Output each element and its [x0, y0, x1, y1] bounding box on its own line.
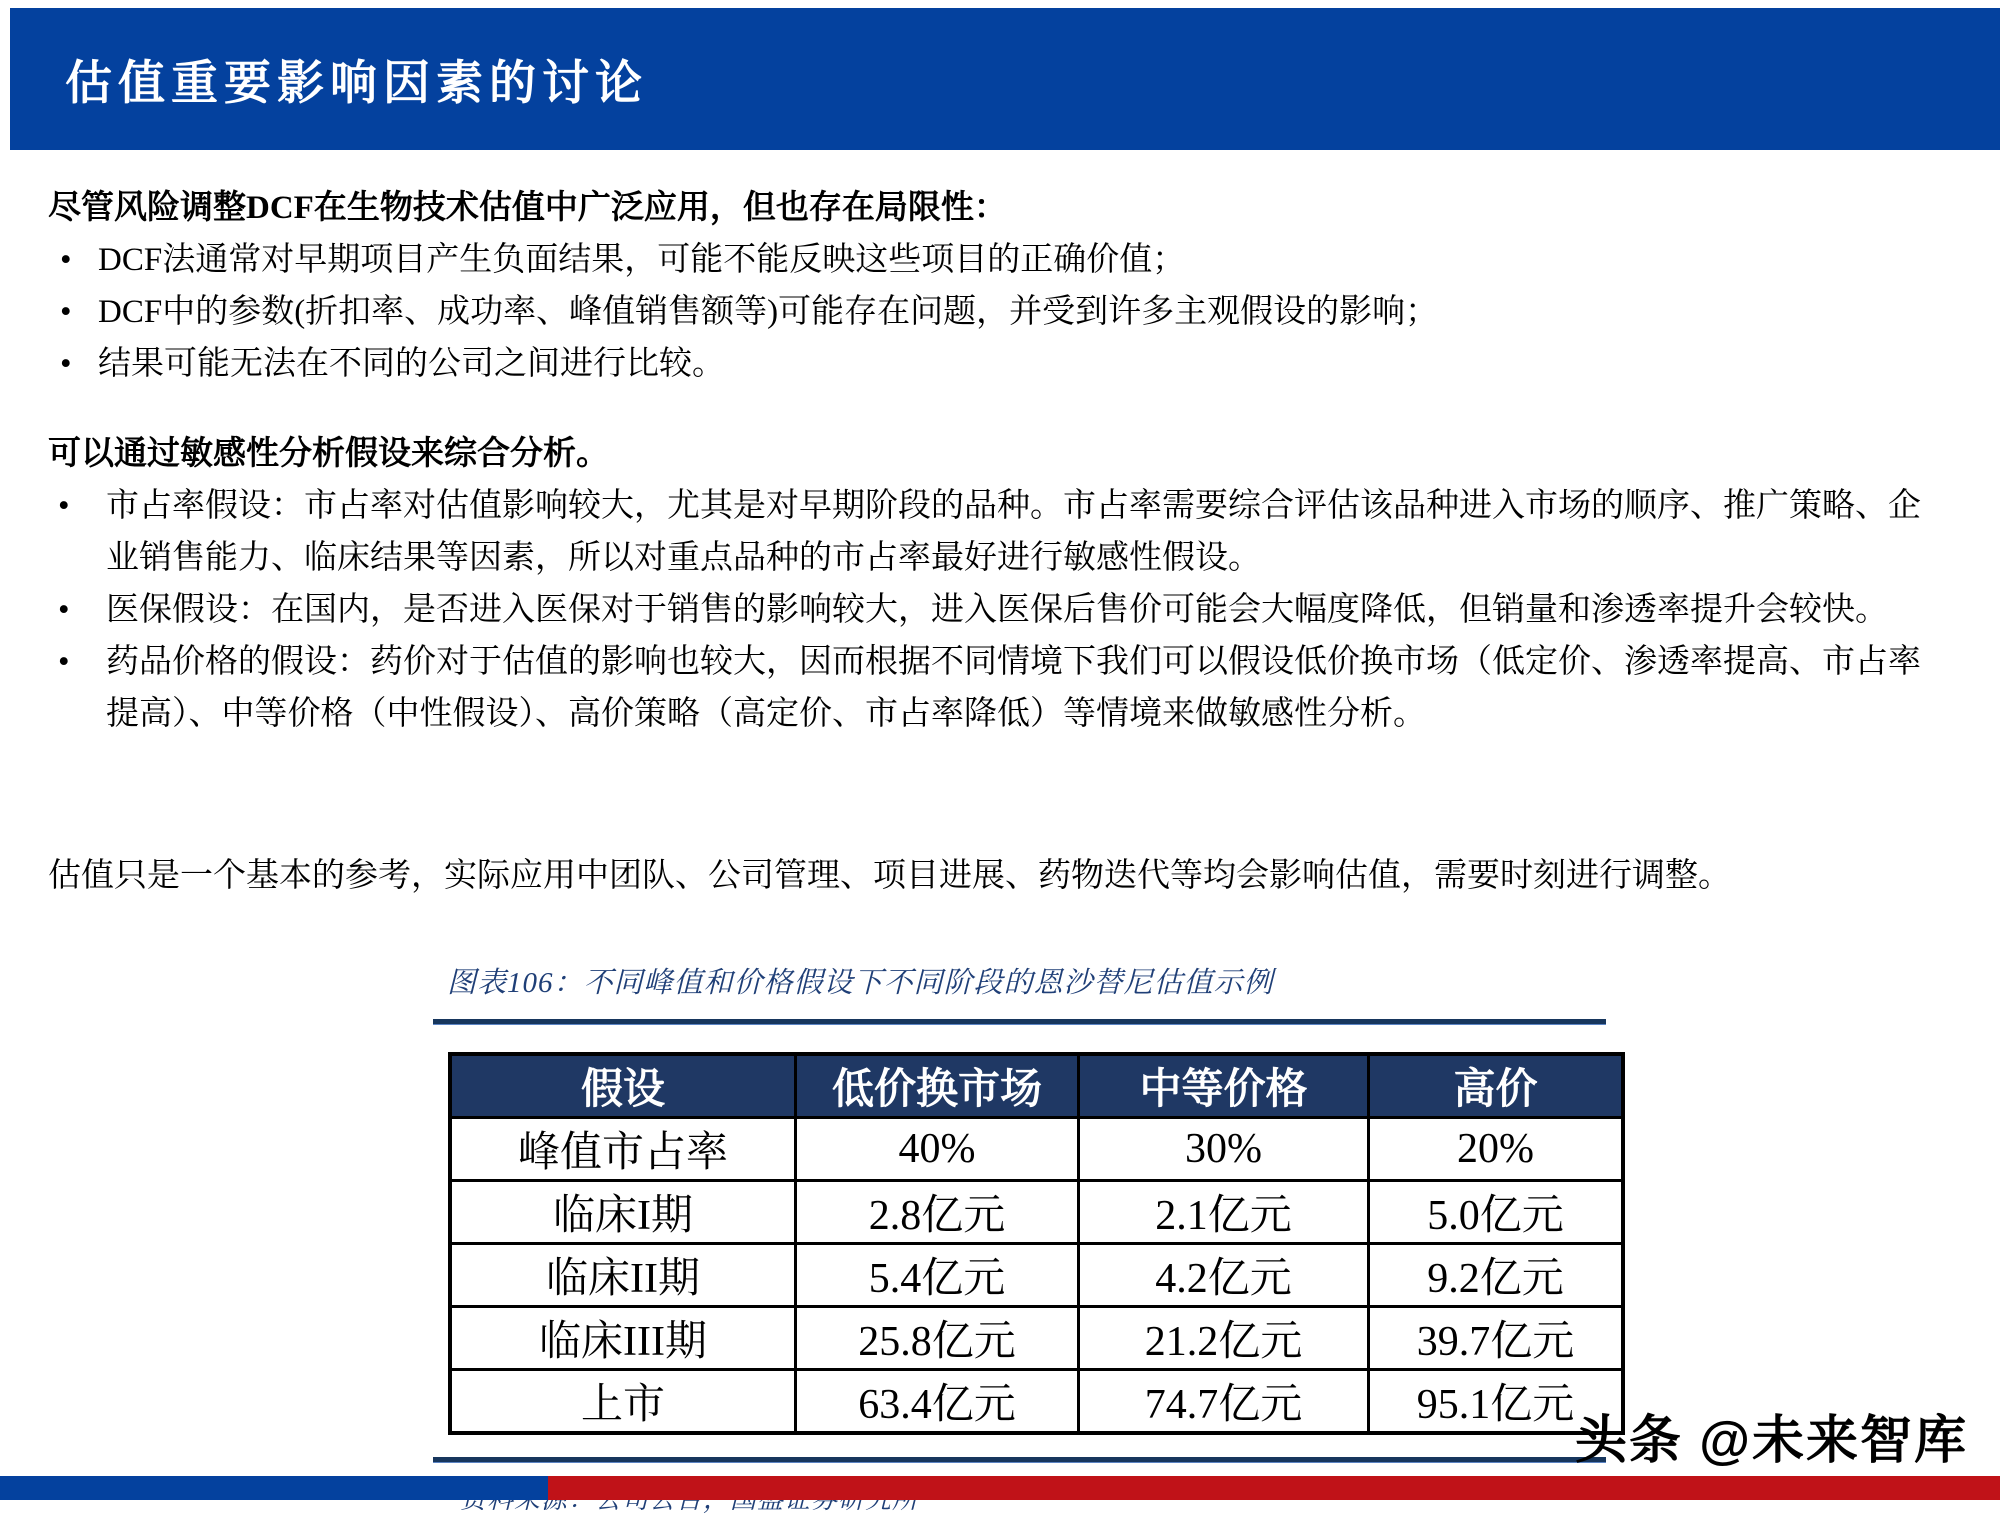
list-item: • DCF法通常对早期项目产生负面结果，可能不能反映这些项目的正确价值； [48, 234, 1953, 286]
column-header: 中等价格 [1079, 1054, 1369, 1118]
table-cell: 5.0亿元 [1369, 1181, 1624, 1244]
footer-blue-segment [0, 1476, 548, 1500]
footer-red-segment [548, 1476, 2000, 1500]
row-label: 临床III期 [450, 1307, 796, 1370]
valuation-table [448, 1052, 1625, 1435]
row-label: 临床II期 [450, 1244, 796, 1307]
section1-heading: 尽管风险调整DCF在生物技术估值中广泛应用，但也存在局限性： [48, 190, 1007, 226]
slide-title-bar [10, 8, 2000, 150]
column-header: 高价 [1369, 1054, 1624, 1118]
table-cell: 74.7亿元 [1079, 1370, 1369, 1434]
closing-paragraph: 估值只是一个基本的参考，实际应用中团队、公司管理、项目进展、药物迭代等均会影响估值，需要时刻进行调整。 [48, 858, 1731, 894]
table-cell: 9.2亿元 [1369, 1244, 1624, 1307]
watermark-toutiao: 头条 @未来智库 [1574, 1412, 1968, 1470]
list-item: • 药品价格的假设：药价对于估值的影响也较大，因而根据不同情境下我们可以假设低价换市场（低定价、渗透率提高、市占率提高）、中等价格（中性假设）、高价策略（高定价、市占率降低）等情境来做敏感性分析。 [48, 636, 1953, 740]
list-item: • DCF中的参数(折扣率、成功率、峰值销售额等)可能存在问题，并受到许多主观假设的影响； [48, 286, 1953, 338]
table-cell: 95.1亿元 [1369, 1370, 1624, 1434]
table-row [450, 1370, 1623, 1434]
table-cell: 30% [1079, 1118, 1369, 1181]
column-header: 假设 [450, 1054, 796, 1118]
row-label: 峰值市占率 [450, 1118, 796, 1181]
table-cell: 2.1亿元 [1079, 1181, 1369, 1244]
figure-top-divider [433, 1019, 1606, 1025]
section2-heading: 可以通过敏感性分析假设来综合分析。 [48, 436, 609, 472]
table-cell: 25.8亿元 [796, 1307, 1079, 1370]
table-cell: 40% [796, 1118, 1079, 1181]
list-item: • 医保假设：在国内，是否进入医保对于销售的影响较大，进入医保后售价可能会大幅度降低，但销量和渗透率提升会较快。 [48, 584, 1953, 636]
table-header-row [450, 1054, 1623, 1118]
table-cell: 63.4亿元 [796, 1370, 1079, 1434]
row-label: 上市 [450, 1370, 796, 1434]
table-row [450, 1244, 1623, 1307]
footer-bar [0, 1476, 2000, 1500]
list-item: • 市占率假设：市占率对估值影响较大，尤其是对早期阶段的品种。市占率需要综合评估该品种进入市场的顺序、推广策略、企业销售能力、临床结果等因素，所以对重点品种的市占率最好进行敏感性假设。 [48, 480, 1953, 584]
table-cell: 2.8亿元 [796, 1181, 1079, 1244]
column-header: 低价换市场 [796, 1054, 1079, 1118]
section2-bullet-list [48, 480, 1953, 740]
figure-106 [433, 960, 1606, 1516]
section-sensitivity-analysis [48, 428, 1953, 740]
row-label: 临床I期 [450, 1181, 796, 1244]
table-cell: 20% [1369, 1118, 1624, 1181]
table-cell: 4.2亿元 [1079, 1244, 1369, 1307]
table-row [450, 1118, 1623, 1181]
table-cell: 5.4亿元 [796, 1244, 1079, 1307]
list-item: • 结果可能无法在不同的公司之间进行比较。 [48, 338, 1953, 390]
table-cell: 39.7亿元 [1369, 1307, 1624, 1370]
figure-caption: 图表106：不同峰值和价格假设下不同阶段的恩沙替尼估值示例 [447, 967, 1274, 999]
section-dcf-limitations [48, 182, 1953, 390]
table-row [450, 1307, 1623, 1370]
figure-bottom-divider [433, 1457, 1606, 1463]
table-cell: 21.2亿元 [1079, 1307, 1369, 1370]
table-row [450, 1181, 1623, 1244]
section1-bullet-list [48, 234, 1953, 390]
page-title: 估值重要影响因素的讨论 [65, 57, 648, 110]
